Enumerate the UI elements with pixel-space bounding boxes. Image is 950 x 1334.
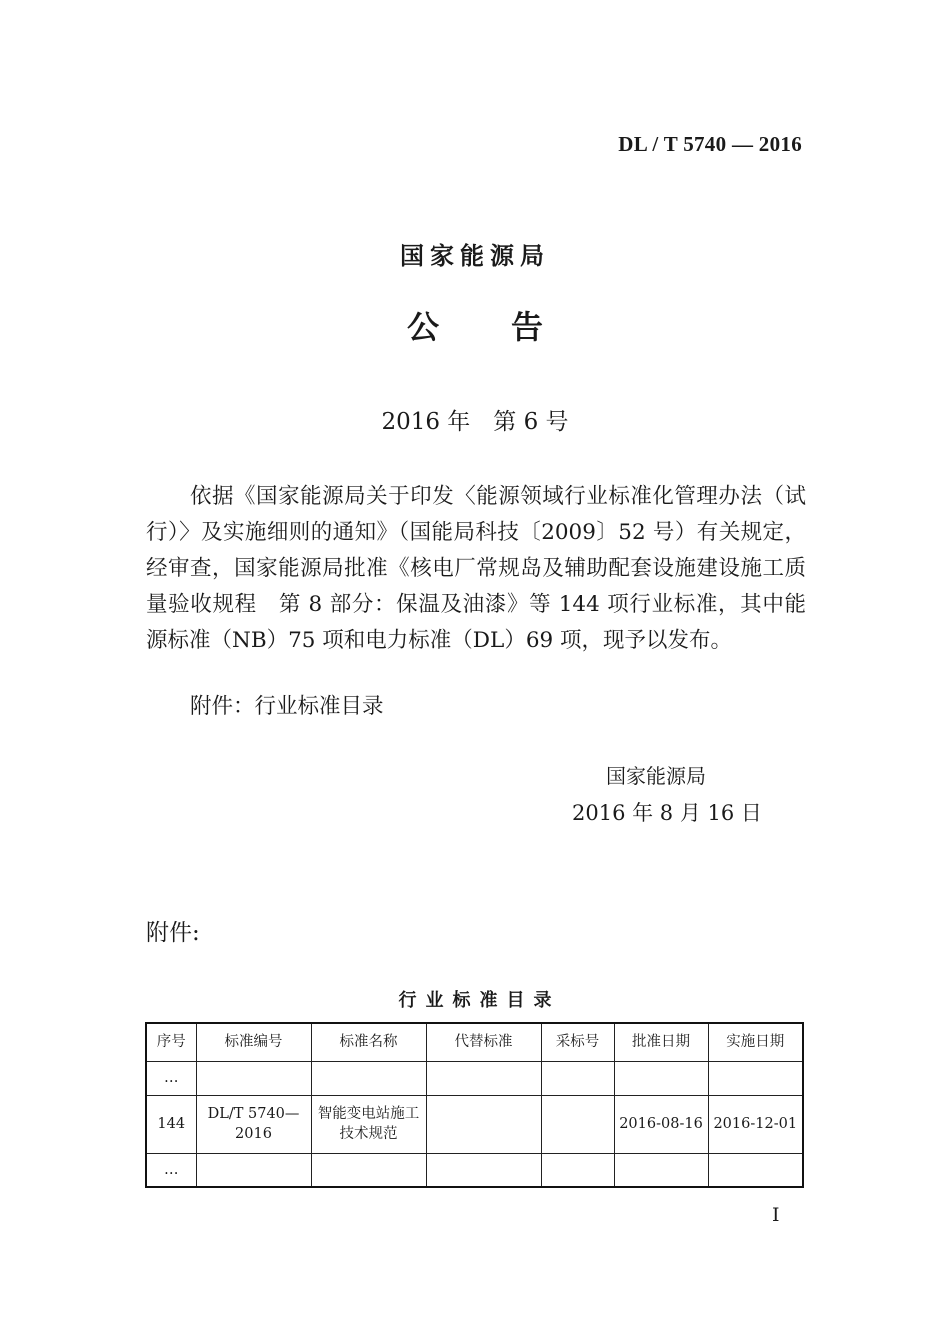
table-cell <box>541 1095 614 1153</box>
table-row <box>146 1095 803 1153</box>
table-cell <box>311 1153 426 1187</box>
table-cell <box>541 1061 614 1095</box>
standards-catalog-table <box>145 1022 804 1188</box>
catalog-title: 行业标准目录 <box>398 990 561 1011</box>
column-header-approval-date: 批准日期 <box>614 1023 708 1061</box>
table-row <box>146 1153 803 1187</box>
attachment-note: 附件：行业标准目录 <box>190 694 384 719</box>
table-cell <box>708 1153 803 1187</box>
column-header-seq: 序号 <box>146 1023 196 1061</box>
table-cell: … <box>146 1153 196 1187</box>
announcement-number: 2016 年 第 6 号 <box>381 409 569 435</box>
table-header-row <box>146 1023 803 1061</box>
issuer-heading: 国家能源局 <box>400 242 550 270</box>
table-cell <box>426 1095 541 1153</box>
column-header-adoption: 采标号 <box>541 1023 614 1061</box>
column-header-name: 标准名称 <box>311 1023 426 1061</box>
attachment-heading: 附件: <box>146 920 200 946</box>
table-cell: 2016-08-16 <box>614 1095 708 1153</box>
table-cell <box>426 1061 541 1095</box>
column-header-effective-date: 实施日期 <box>708 1023 803 1061</box>
table-cell <box>311 1061 426 1095</box>
signature-date: 2016 年 8 月 16 日 <box>572 801 762 825</box>
table-cell: 2016-12-01 <box>708 1095 803 1153</box>
table-cell: … <box>146 1061 196 1095</box>
table-cell <box>196 1061 311 1095</box>
table-cell <box>614 1061 708 1095</box>
standard-code: DL / T 5740 — 2016 <box>618 132 802 156</box>
table-cell <box>541 1153 614 1187</box>
table-row <box>146 1061 803 1095</box>
column-header-replaces: 代替标准 <box>426 1023 541 1061</box>
table-cell <box>614 1153 708 1187</box>
table-cell <box>426 1153 541 1187</box>
page-number: I <box>772 1204 780 1226</box>
table-cell: 144 <box>146 1095 196 1153</box>
table-cell: DL/T 5740—2016 <box>196 1095 311 1153</box>
table-cell: 智能变电站施工技术规范 <box>311 1095 426 1153</box>
announcement-body: 依据《国家能源局关于印发〈能源领域行业标准化管理办法（试行）〉及实施细则的通知》（国能局科技〔2009〕52 号）有关规定，经审查，国家能源局批准《核电厂常规岛及辅助配套设施建设施工质量验收规程 第 8 部分：保温及油漆》等 144 项行业标准，其中能源标准（NB）75 项和电力标准（DL）69 项，现予以发布。 <box>146 484 806 653</box>
column-header-code: 标准编号 <box>196 1023 311 1061</box>
announcement-title: 公告 <box>406 308 615 346</box>
table-cell <box>196 1153 311 1187</box>
signature-issuer: 国家能源局 <box>606 764 706 788</box>
table-cell <box>708 1061 803 1095</box>
